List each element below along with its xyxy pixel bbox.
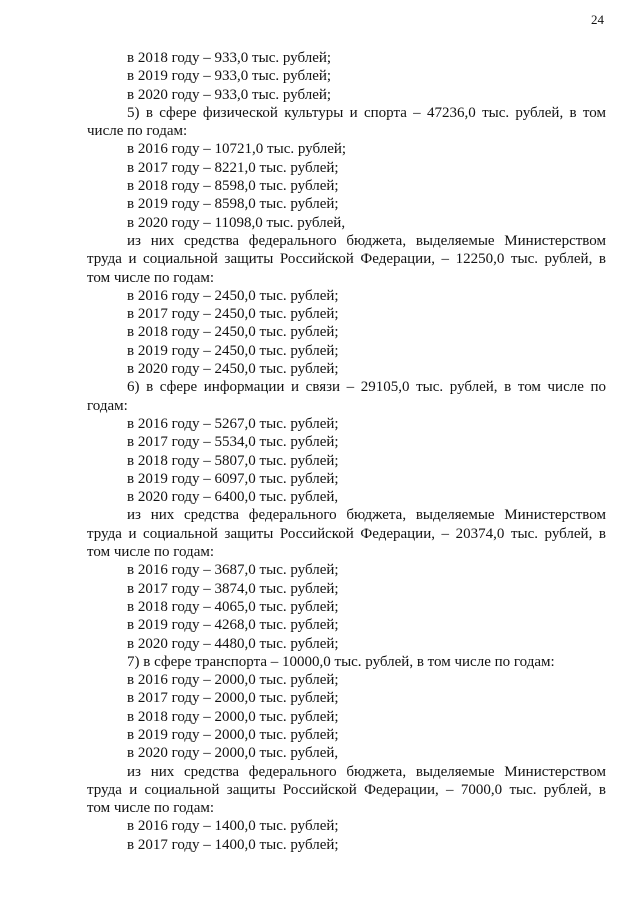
funding-year-line: в 2017 году – 2450,0 тыс. рублей; xyxy=(127,306,339,323)
funding-year-line: в 2016 году – 10721,0 тыс. рублей; xyxy=(127,141,347,158)
funding-year-line: в 2020 году – 11098,0 тыс. рублей, xyxy=(127,214,346,231)
paragraph-line: из них средства федерального бюджета, выделяемые Министерством xyxy=(127,232,606,249)
funding-year-line: в 2019 году – 2000,0 тыс. рублей; xyxy=(127,726,339,743)
funding-year-line: в 2018 году – 4065,0 тыс. рублей; xyxy=(127,598,339,615)
funding-year-line: в 2019 году – 8598,0 тыс. рублей; xyxy=(127,196,339,213)
funding-year-line: в 2016 году – 2450,0 тыс. рублей; xyxy=(127,287,339,304)
funding-year-line: в 2020 году – 2000,0 тыс. рублей, xyxy=(127,745,339,762)
page-number: 24 xyxy=(591,12,604,27)
funding-year-line: в 2018 году – 2000,0 тыс. рублей; xyxy=(127,708,339,725)
funding-year-line: в 2019 году – 2450,0 тыс. рублей; xyxy=(127,342,339,359)
funding-year-line: в 2018 году – 8598,0 тыс. рублей; xyxy=(127,178,339,195)
funding-year-line: в 2017 году – 8221,0 тыс. рублей; xyxy=(127,159,339,176)
paragraph-line: годам: xyxy=(87,397,128,414)
funding-paragraph xyxy=(87,378,606,415)
funding-year-line: в 2020 году – 4480,0 тыс. рублей; xyxy=(127,635,339,652)
funding-year-line: в 2019 году – 933,0 тыс. рублей; xyxy=(127,68,332,85)
funding-year-line: в 2020 году – 2450,0 тыс. рублей; xyxy=(127,361,339,378)
paragraph-line: труда и социальной защиты Российской Федерации, – 20374,0 тыс. рублей, в xyxy=(87,525,606,542)
document-body xyxy=(87,49,606,854)
paragraph-line: труда и социальной защиты Российской Федерации, – 12250,0 тыс. рублей, в xyxy=(87,251,606,268)
funding-paragraph xyxy=(87,232,606,287)
funding-paragraph xyxy=(87,104,606,141)
paragraph-line: числе по годам: xyxy=(87,123,188,140)
funding-year-line: в 2020 году – 933,0 тыс. рублей; xyxy=(127,86,332,103)
funding-year-line: в 2016 году – 3687,0 тыс. рублей; xyxy=(127,562,339,579)
funding-year-line: в 2017 году – 1400,0 тыс. рублей; xyxy=(127,836,339,853)
funding-year-line: в 2017 году – 5534,0 тыс. рублей; xyxy=(127,434,339,451)
funding-year-line: в 2016 году – 5267,0 тыс. рублей; xyxy=(127,415,339,432)
funding-year-line: в 2016 году – 1400,0 тыс. рублей; xyxy=(127,818,339,835)
funding-year-line: в 2019 году – 6097,0 тыс. рублей; xyxy=(127,470,339,487)
funding-paragraph xyxy=(87,763,606,818)
paragraph-line: том числе по годам: xyxy=(87,269,215,286)
funding-year-line: в 2018 году – 5807,0 тыс. рублей; xyxy=(127,452,339,469)
paragraph-line: труда и социальной защиты Российской Федерации, – 7000,0 тыс. рублей, в xyxy=(87,781,606,798)
funding-paragraph xyxy=(87,506,606,561)
funding-paragraph xyxy=(87,653,606,671)
funding-year-line: в 2017 году – 2000,0 тыс. рублей; xyxy=(127,690,339,707)
funding-year-line: в 2018 году – 2450,0 тыс. рублей; xyxy=(127,324,339,341)
paragraph-line: том числе по годам: xyxy=(87,800,215,817)
paragraph-line: том числе по годам: xyxy=(87,544,215,561)
paragraph-line: 6) в сфере информации и связи – 29105,0 тыс. рублей, в том числе по xyxy=(127,379,606,396)
paragraph-line: из них средства федерального бюджета, выделяемые Министерством xyxy=(127,763,606,780)
funding-year-line: в 2017 году – 3874,0 тыс. рублей; xyxy=(127,580,339,597)
funding-year-line: в 2018 году – 933,0 тыс. рублей; xyxy=(127,50,332,66)
paragraph-line: из них средства федерального бюджета, выделяемые Министерством xyxy=(127,507,606,524)
funding-year-line: в 2020 году – 6400,0 тыс. рублей, xyxy=(127,489,339,506)
funding-year-line: в 2019 году – 4268,0 тыс. рублей; xyxy=(127,617,339,634)
paragraph-line: 7) в сфере транспорта – 10000,0 тыс. рублей, в том числе по годам: xyxy=(127,653,555,670)
funding-year-line: в 2016 году – 2000,0 тыс. рублей; xyxy=(127,672,339,689)
paragraph-line: 5) в сфере физической культуры и спорта – 47236,0 тыс. рублей, в том xyxy=(127,104,606,121)
